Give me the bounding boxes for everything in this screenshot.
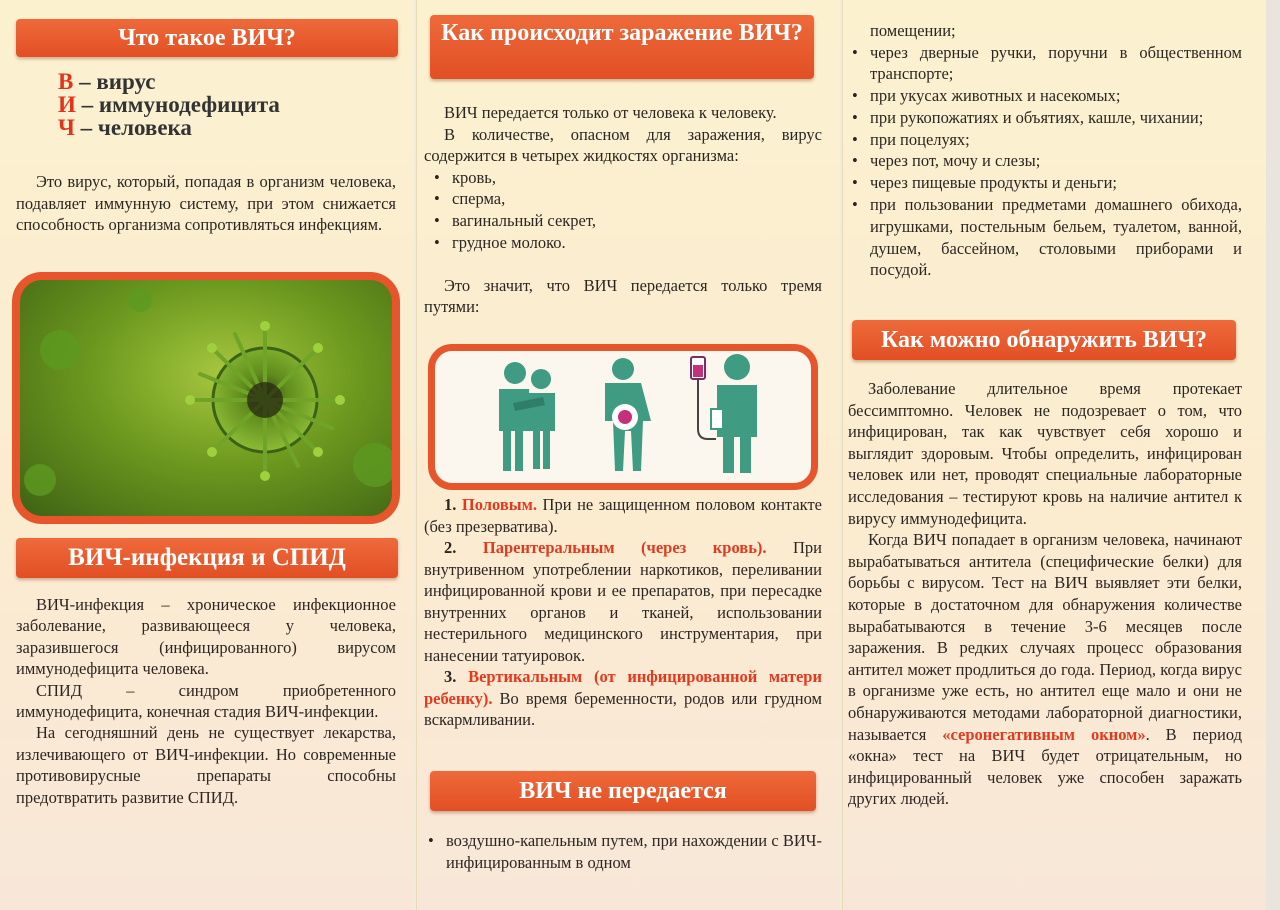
asymptomatic-text: Заболевание длительное время протекает бессимптомно. Человек не подозревает о том, что инфицирован, так как чувствует себя хорошо и выглядит здоровым. Чтобы определить, инфицирован человек или нет, проводят специальные лабораторные исследования – тестируют кровь на наличие антител к вирусу иммунодефицита. [848,379,1242,528]
couple-icon [499,362,555,471]
virus-image [12,272,400,524]
hiv-and-aids-banner: ВИЧ-инфекция и СПИД [16,538,398,578]
antibodies-text: Когда ВИЧ попадает в организм человека, начинают вырабатываться антитела (специфические белки) для борьбы с вирусом. Тест на ВИЧ выявляет эти белки, которые в достаточном для обнаружения количестве вырабатываются в течение 3-6 месяцев после заражения. В редких случаях процесс образования антител может продлиться до года. Период, когда вирус в организме уже есть, но антител еще мало и они не обнаруживаются методами лабораторной диагностики, называется «серонегативным окном». В период «окна» тест на ВИЧ будет отрицательным, но инфицированный человек уже способен заражать других людей. [848,530,1242,809]
virus-illustration [20,280,392,516]
hiv-acronym [58,70,280,139]
list-item: • при рукопожатиях и объятиях, кашле, чихании; [848,107,1242,129]
list-item: • грудное молоко. [430,232,822,254]
what-is-hiv-text: Это вирус, который, попадая в организм человека, подавляет иммунную систему, при этом снижается способность организма сопротивляться инфекциям. [16,172,396,234]
list-item: • при поцелуях; [848,129,1242,151]
blood-transfusion-icon [691,354,757,473]
transmission-ways-image [428,344,818,490]
list-item: • воздушно-капельным путем, при нахождении с ВИЧ-инфицированным в одном [424,830,822,874]
acronym-row-ch: Ч – человека [58,115,192,140]
list-item: • вагинальный секрет, [430,210,822,232]
list-item-continuation: помещении; [870,21,956,40]
list-item: • при пользовании предметами домашнего обихода, игрушками, постельным бельем, туалетом, ванной, душем, бассейном, столовыми приборами и посудой. [848,194,1242,281]
no-cure-text: На сегодняшний день не существует лекарства, излечивающего от ВИЧ-инфекции. Но современные противовирусные препараты способны предотвратить развитие СПИД. [16,723,396,807]
way-vertical: 3. Вертикальным (от инфицированной матери ребенку). Во время беременности, родов или грудном вскармливании. [424,667,822,729]
hiv-aids-text [16,594,396,808]
page-edge [1266,0,1280,910]
not-transmitted-list-part1 [424,830,822,874]
not-transmitted-list-part2 [848,20,1242,281]
fluids-intro: В количестве, опасном для заражения, вирус содержится в четырех жидкостях организма: [424,124,822,165]
transmission-icons [435,351,811,483]
aids-definition: СПИД – синдром приобретенного иммунодефицита, конечная стадия ВИЧ-инфекции. [16,680,396,722]
list-item: • через дверные ручки, поручни в общественном транспорте; [848,42,1242,86]
three-ways-intro: Это значит, что ВИЧ передается только тремя путями: [424,275,822,317]
acronym-row-v: В – вирус [58,69,156,94]
way-sexual: 1. Половым. При не защищенном половом контакте (без презерватива). [424,495,822,536]
hiv-definition: ВИЧ-инфекция – хроническое инфекционное заболевание, развивающееся у человека, заразившегося (инфицированного) вирусом иммунодефицита человека. [16,595,396,679]
transmission-ways-list [424,494,822,731]
way-parenteral: 2. Парентеральным (через кровь). При внутривенном употреблении наркотиков, переливании инфицированной крови и ее препаратов, при пересадке внутренних органов и тканей, использовании нестерильного медицинского инструментария, при нанесении татуировок. [424,538,823,665]
list-item: • при укусах животных и насекомых; [848,85,1242,107]
fluids-list [430,167,822,254]
list-item: • через пищевые продукты и деньги; [848,172,1242,194]
list-item: • кровь, [430,167,822,189]
list-item: • сперма, [430,188,822,210]
how-detect-banner: Как можно обнаружить ВИЧ? [852,320,1236,360]
not-transmitted-banner: ВИЧ не передается [430,771,816,811]
pregnant-woman-icon [605,358,651,471]
how-infection-text [424,102,822,318]
person-to-person-text: ВИЧ передается только от человека к человеку. [444,103,777,122]
what-is-hiv-banner: Что такое ВИЧ? [16,19,398,57]
acronym-row-i: И – иммунодефицита [58,92,280,117]
how-infection-banner: Как происходит заражение ВИЧ? [430,15,814,79]
list-item: • через пот, мочу и слезы; [848,150,1242,172]
detect-hiv-text [848,378,1242,810]
